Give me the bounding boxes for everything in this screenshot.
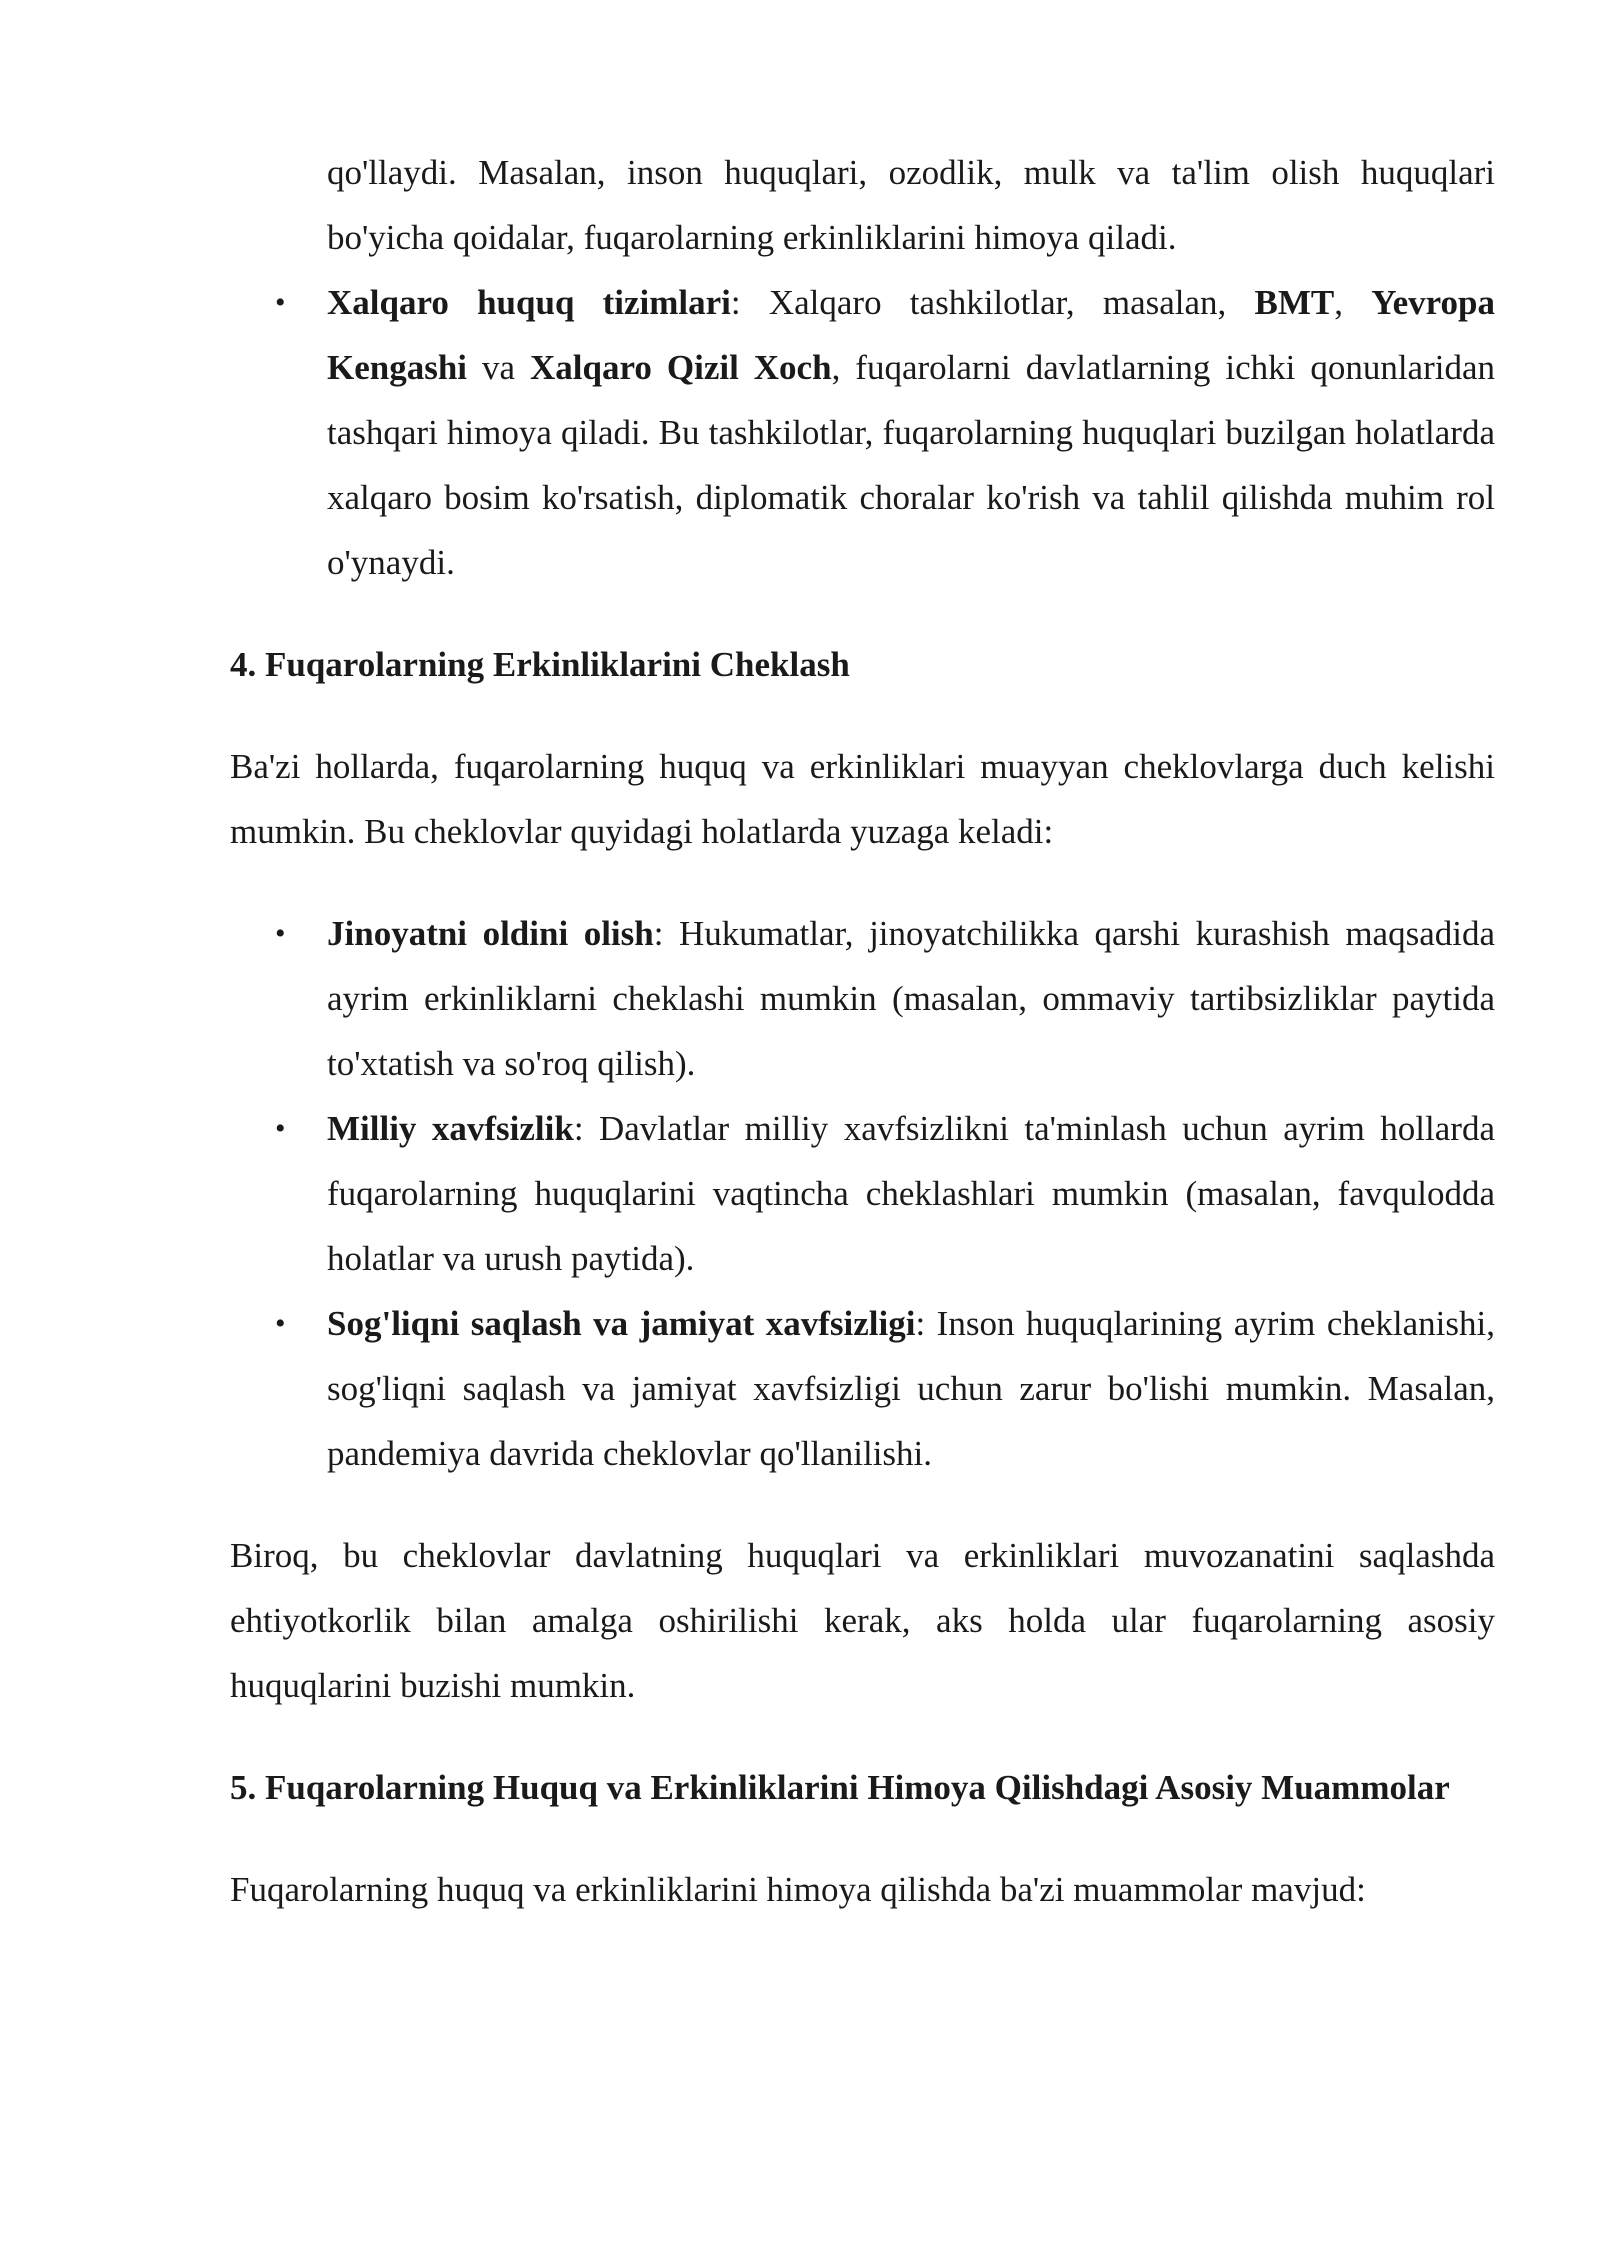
separator: , — [1334, 283, 1372, 322]
list-item-national-security — [230, 1096, 1495, 1291]
section-4-heading: 4. Fuqarolarning Erkinliklarini Cheklash — [230, 645, 850, 684]
section-4-conclusion: Biroq, bu cheklovlar davlatning huquqlari va erkinliklari muvozanatini saqlashda ehtiyotkorlik bilan amalga oshirilishi kerak, aks holda ular fuqarolarning asosiy huquqlarini buzishi mumkin. — [230, 1536, 1495, 1705]
document-page — [230, 140, 1495, 1922]
section-5-intro: Fuqarolarning huquq va erkinliklarini himoya qilishda ba'zi muammolar mavjud: — [230, 1870, 1366, 1909]
item-text: : Davlatlar milliy xavfsizlikni ta'minlash uchun ayrim hollarda fuqarolarning huquqlarini vaqtincha cheklashlari mumkin (masalan, favqulodda holatlar va urush paytida). — [327, 1109, 1495, 1278]
intl-list — [230, 270, 1495, 595]
org-red-cross: Xalqaro Qizil Xoch — [530, 348, 832, 387]
restrictions-list — [230, 901, 1495, 1486]
list-item-public-health — [230, 1291, 1495, 1486]
item-text: : Inson huquqlarining ayrim cheklanishi, sog'liqni saqlash va jamiyat xavfsizligi uchun zarur bo'lishi mumkin. Masalan, pandemiya davrida cheklovlar qo'llanilishi. — [327, 1304, 1495, 1473]
bullet-icon: • — [275, 286, 286, 319]
continued-paragraph: qo'llaydi. Masalan, inson huquqlari, ozodlik, mulk va ta'lim olish huquqlari bo'yicha qoidalar, fuqarolarning erkinliklarini himoya qiladi. — [327, 153, 1495, 257]
bullet-icon: • — [275, 1307, 286, 1340]
section-5-heading: 5. Fuqarolarning Huquq va Erkinliklarini Himoya Qilishdagi Asosiy Muammolar — [230, 1768, 1450, 1807]
term-public-health: Sog'liqni saqlash va jamiyat xavfsizligi — [327, 1304, 916, 1343]
list-item-intl-law — [230, 270, 1495, 595]
item-text: : Xalqaro tashkilotlar, masalan, — [730, 283, 1255, 322]
list-item-crime-prevention — [230, 901, 1495, 1096]
term-intl-law: Xalqaro huquq tizimlari — [327, 283, 731, 322]
item-text: , fuqarolarni davlatlarning ichki qonunlaridan tashqari himoya qiladi. Bu tashkilotlar, fuqarolarning huquqlari buzilgan holatlarda xalqaro bosim ko'rsatish, diplomatik choralar ko'rish va tahlil qilishda muhim rol o'ynaydi. — [327, 348, 1495, 582]
section-4-intro: Ba'zi hollarda, fuqarolarning huquq va erkinliklari muayyan cheklovlarga duch kelishi mumkin. Bu cheklovlar quyidagi holatlarda yuzaga keladi: — [230, 747, 1495, 851]
term-crime-prevention: Jinoyatni oldini olish — [327, 914, 654, 953]
item-text: : Hukumatlar, jinoyatchilikka qarshi kurashish maqsadida ayrim erkinliklarni cheklashi mumkin (masalan, ommaviy tartibsizliklar paytida to'xtatish va so'roq qilish). — [327, 914, 1495, 1083]
bullet-icon: • — [275, 917, 286, 950]
org-bmt: BMT — [1254, 283, 1335, 322]
separator: va — [467, 348, 531, 387]
org-council-of-europe: Yevropa Kengashi — [327, 283, 1495, 387]
term-national-security: Milliy xavfsizlik — [327, 1109, 574, 1148]
bullet-icon: • — [275, 1112, 286, 1145]
